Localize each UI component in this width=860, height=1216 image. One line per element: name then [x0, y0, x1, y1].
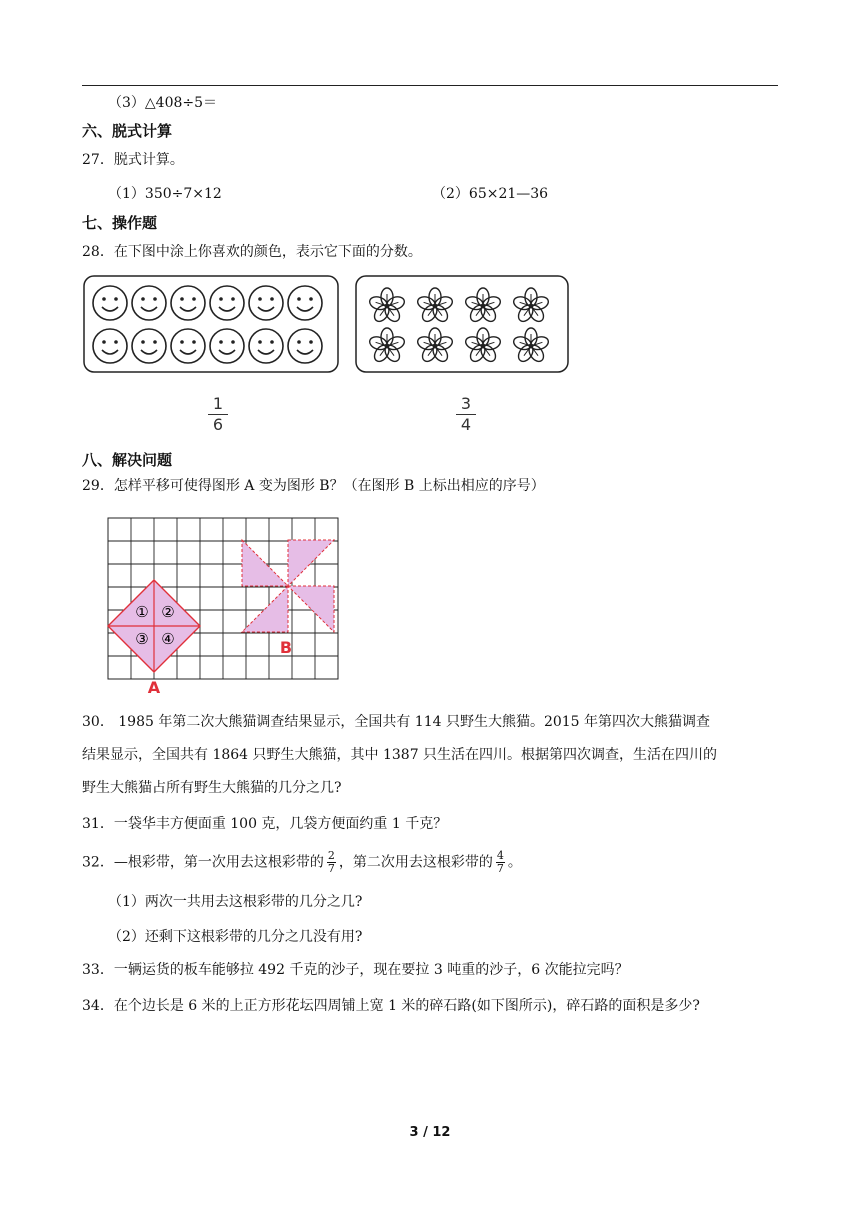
label-a: A: [147, 678, 161, 697]
smiley-icon: [132, 286, 166, 320]
smiley-icon: [210, 329, 244, 363]
flower-icon: [368, 328, 406, 364]
q29-text: 29．怎样平移可使得图形 A 变为图形 B？（在图形 B 上标出相应的序号）: [82, 478, 545, 494]
smiley-box: [82, 274, 342, 374]
circled-2: ②: [161, 603, 175, 621]
flower-icon: [368, 288, 406, 324]
q28-text: 28．在下图中涂上你喜欢的颜色，表示它下面的分数。: [82, 244, 422, 260]
flower-box: [354, 274, 572, 374]
q33-text: 33．一辆运货的板车能够拉 492 千克的沙子，现在要拉 3 吨重的沙子，6 次能拉完吗？: [82, 962, 629, 978]
q32-fraction-2: $\frac{4}{7}$: [496, 849, 504, 875]
section-7-heading: 七、操作题: [82, 214, 158, 232]
header-rule: [82, 85, 778, 86]
section-6-heading: 六、脱式计算: [82, 122, 173, 140]
smiley-icon: [288, 286, 322, 320]
q27-part1: （1）350÷7×12: [108, 186, 222, 202]
q30-line3: 野生大熊猫占所有野生大熊猫的几分之几?: [82, 780, 342, 796]
smiley-icon: [249, 329, 283, 363]
flower-icon: [512, 288, 550, 324]
circled-1: ①: [135, 603, 149, 621]
q30-line1: 30． 1985 年第二次大熊猫调查结果显示，全国共有 114 只野生大熊猫。2015 年第四次大熊猫调查: [82, 714, 711, 730]
page-number: 3 / 12: [409, 1125, 451, 1140]
fraction-three-quarters: $\frac{3}{4}$: [456, 394, 476, 435]
flower-icon: [416, 288, 454, 324]
flower-icon: [512, 328, 550, 364]
smiley-icon: [171, 286, 205, 320]
q27-text: 27．脱式计算。: [82, 152, 184, 168]
smiley-icon: [210, 286, 244, 320]
q32-part1: （1）两次一共用去这根彩带的几分之几?: [108, 894, 363, 910]
smiley-icon: [132, 329, 166, 363]
q27-part2: （2）65×21—36: [432, 186, 549, 202]
smiley-icon: [288, 329, 322, 363]
q32-part2: （2）还剩下这根彩带的几分之几没有用?: [108, 929, 363, 945]
q34-text: 34．在个边长是 6 米的上正方形花坛四周铺上宽 1 米的碎石路(如下图所示)，碎石路的面积是多少?: [82, 998, 700, 1014]
q30-line2: 结果显示，全国共有 1864 只野生大熊猫，其中 1387 只生活在四川。根据第四次调查，生活在四川的: [82, 747, 718, 763]
circled-4: ④: [161, 630, 175, 648]
translation-grid-figure: [102, 506, 352, 702]
flower-icon: [464, 288, 502, 324]
smiley-icon: [93, 286, 127, 320]
smiley-icon: [171, 329, 205, 363]
section-8-heading: 八、解决问题: [82, 451, 173, 469]
smiley-icon: [249, 286, 283, 320]
q32-fraction-1: $\frac{2}{7}$: [327, 849, 335, 875]
flower-icon: [464, 328, 502, 364]
q31-text: 31．一袋华丰方便面重 100 克，几袋方便面约重 1 千克？: [82, 816, 448, 832]
circled-3: ③: [135, 630, 149, 648]
fraction-one-sixth: $\frac{1}{6}$: [208, 394, 228, 435]
smiley-icon: [93, 329, 127, 363]
q26-part3: （3）△408÷5＝: [108, 95, 218, 111]
flower-icon: [416, 328, 454, 364]
q32-text: 32．—根彩带，第一次用去这根彩带的 $\frac{2}{7}$ ，第二次用去这根彩带的 $\frac{4}{7}$ 。: [82, 849, 522, 875]
label-b: B: [279, 638, 293, 657]
